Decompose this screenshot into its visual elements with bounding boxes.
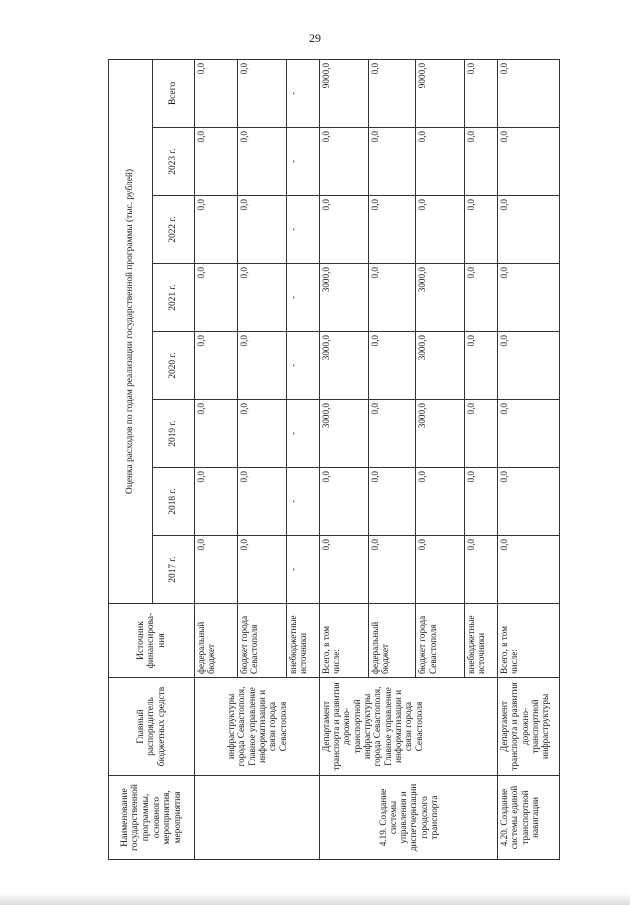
year-value-cell: 0,0 [498,400,560,468]
year-value-cell: - [286,400,319,468]
year-value-cell: 0,0 [319,128,368,196]
year-value-cell: 0,0 [368,468,416,536]
year-value-cell: 3000,0 [319,332,368,400]
year-value-cell: 0,0 [416,468,465,536]
total-value-cell: - [286,59,319,127]
year-value-cell: 0,0 [465,196,498,264]
year-value-cell: 0,0 [195,332,238,400]
year-value-cell: 0,0 [368,332,416,400]
rotated-table-container [108,60,560,860]
year-value-cell: 0,0 [238,196,287,264]
header-year: 2022 г. [153,196,195,264]
year-value-cell: 0,0 [465,264,498,332]
total-value-cell: 9000,0 [416,59,465,127]
year-value-cell: 0,0 [416,196,465,264]
year-value-cell: 0,0 [195,400,238,468]
year-value-cell: 0,0 [465,332,498,400]
year-value-cell: 0,0 [498,196,560,264]
source-cell: федеральный бюджет [368,604,416,678]
header-year: 2017 г. [153,536,195,604]
year-value-cell: 0,0 [238,332,287,400]
year-value-cell: 0,0 [465,468,498,536]
measure-name-cell [195,776,320,860]
year-value-cell: 0,0 [368,400,416,468]
year-value-cell: 0,0 [238,128,287,196]
year-value-cell: 0,0 [368,264,416,332]
header-manager: Главный распорядитель бюджетных средств [109,678,195,776]
source-cell: Всего, в том числе: [498,604,560,678]
budget-table [108,59,560,860]
year-value-cell: 0,0 [498,332,560,400]
header-year: 2018 г. [153,468,195,536]
page-edge-shadow [0,893,630,905]
total-value-cell: 0,0 [368,59,416,127]
source-cell: внебюджетные источники [286,604,319,678]
year-value-cell: 0,0 [498,536,560,604]
table-row [498,59,560,859]
year-value-cell: 0,0 [465,128,498,196]
year-value-cell: 0,0 [238,264,287,332]
year-value-cell: - [286,264,319,332]
year-value-cell: 0,0 [238,400,287,468]
year-value-cell: 0,0 [319,468,368,536]
year-value-cell: 0,0 [498,128,560,196]
year-value-cell: - [286,332,319,400]
year-value-cell: 0,0 [416,536,465,604]
year-value-cell: 3000,0 [319,400,368,468]
header-year: 2021 г. [153,264,195,332]
year-value-cell: 0,0 [368,536,416,604]
header-source: Источник финансирова-ния [109,604,195,678]
header-name: Наименование государственной программы, основного мероприятия, мероприятия [109,776,195,860]
year-value-cell: 0,0 [195,128,238,196]
table-body [195,59,560,859]
year-value-cell: 0,0 [465,400,498,468]
year-value-cell: 0,0 [319,536,368,604]
measure-name-cell: 4.19. Создание системы управления и диспетчеризации городского транспорта [319,776,497,860]
year-value-cell: 0,0 [368,196,416,264]
page-number: 29 [309,31,321,45]
year-value-cell: 0,0 [238,468,287,536]
header-year: 2023 г. [153,128,195,196]
year-value-cell: 0,0 [498,468,560,536]
total-value-cell: 0,0 [465,59,498,127]
header-year: 2020 г. [153,332,195,400]
total-value-cell: 9000,0 [319,59,368,127]
year-value-cell: 0,0 [465,536,498,604]
table-row [195,59,238,859]
year-value-cell: 0,0 [195,264,238,332]
year-value-cell: - [286,468,319,536]
year-value-cell: 3000,0 [416,400,465,468]
year-value-cell: 0,0 [498,264,560,332]
total-value-cell: 0,0 [238,59,287,127]
header-estimate: Оценка расходов по годам реализации государственной программы (тыс. рублей) [109,59,153,603]
year-value-cell: - [286,196,319,264]
table-row [319,59,368,859]
year-value-cell: 0,0 [195,536,238,604]
total-value-cell: 0,0 [498,59,560,127]
manager-cell: Департамент транспорта и развития дорожно-транспортной инфраструктуры города Севастополя, Главное управление информатизации и связи города Севастополя [319,678,497,776]
total-value-cell: 0,0 [195,59,238,127]
source-cell: бюджет города Севастополя [238,604,287,678]
year-value-cell: 0,0 [416,128,465,196]
source-cell: Всего, в том числе: [319,604,368,678]
year-value-cell: - [286,536,319,604]
year-value-cell: 0,0 [238,536,287,604]
year-value-cell: 0,0 [319,196,368,264]
year-value-cell: 3000,0 [319,264,368,332]
year-value-cell: 3000,0 [416,332,465,400]
manager-cell: Департамент транспорта и развития дорожно-транспортной инфраструктуры [498,678,560,776]
source-cell: внебюджетные источники [465,604,498,678]
year-value-cell: - [286,128,319,196]
source-cell: бюджет города Севастополя [416,604,465,678]
manager-cell: инфраструктуры города Севастополя, Главное управление информатизации и связи города Севастополя [195,678,320,776]
year-value-cell: 0,0 [368,128,416,196]
year-value-cell: 0,0 [195,196,238,264]
header-year: 2019 г. [153,400,195,468]
year-value-cell: 0,0 [195,468,238,536]
source-cell: федеральный бюджет [195,604,238,678]
year-value-cell: 3000,0 [416,264,465,332]
header-total: Всего [153,59,195,127]
measure-name-cell: 4.20. Создание системы единой транспортной навигации [498,776,560,860]
